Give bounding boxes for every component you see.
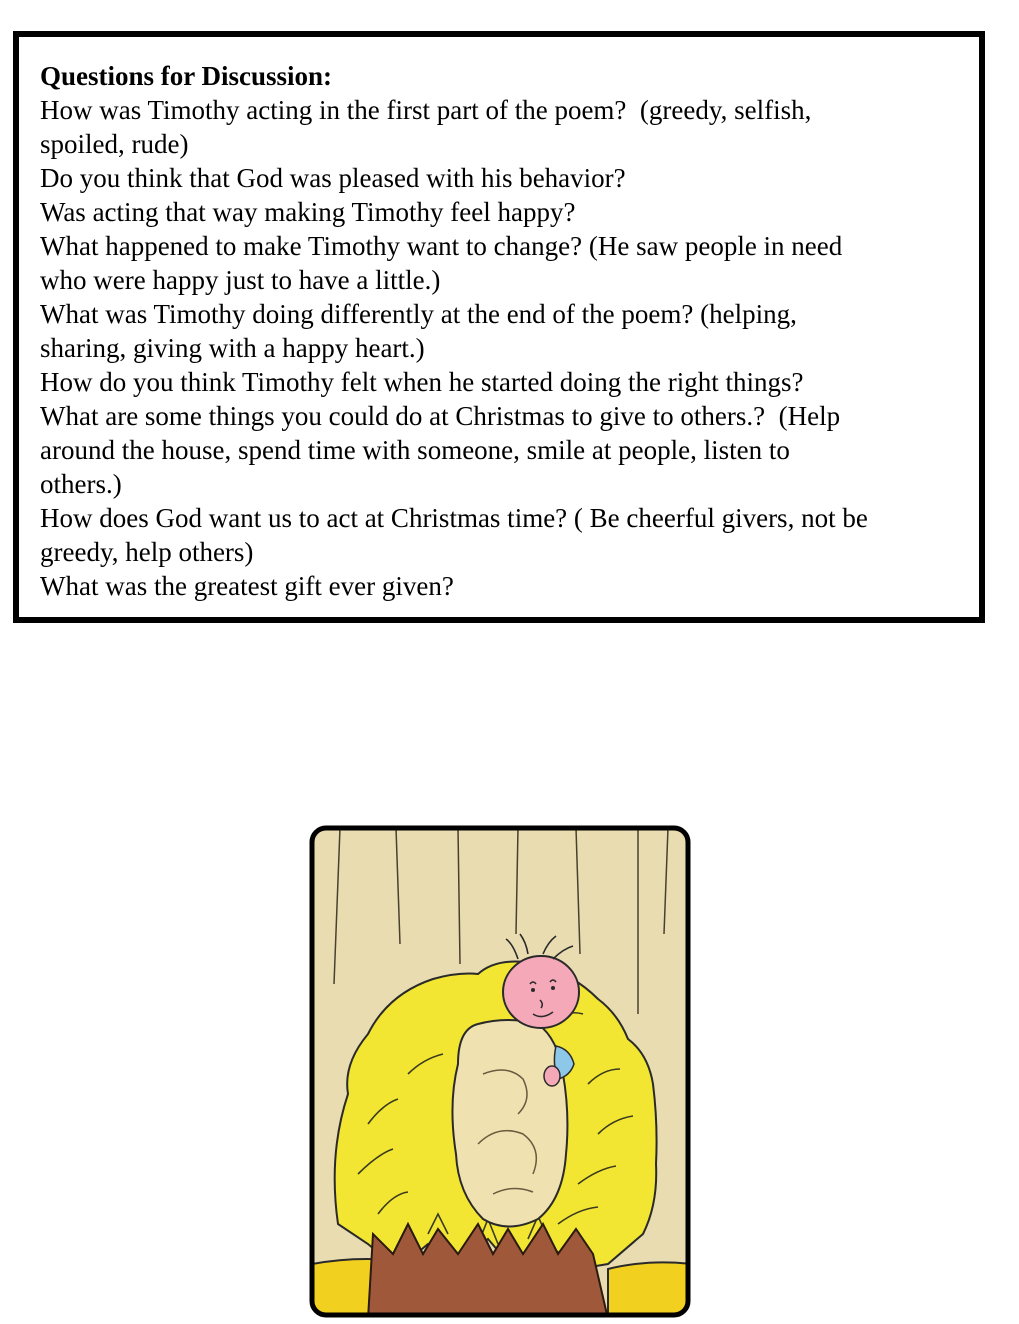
question-line: sharing, giving with a happy heart.) — [40, 333, 425, 363]
question-line: spoiled, rude) — [40, 129, 189, 159]
question-line: around the house, spend time with someone, smile at people, listen to — [40, 435, 790, 465]
question-line: others.) — [40, 469, 122, 499]
question-line: What happened to make Timothy want to change? (He saw people in need — [40, 231, 843, 261]
question-line: How does God want us to act at Christmas time? ( Be cheerful givers, not be — [40, 503, 868, 533]
swaddle-blanket — [452, 1020, 567, 1227]
discussion-content — [40, 59, 965, 603]
question-line: How do you think Timothy felt when he started doing the right things? — [40, 367, 804, 397]
question-line: Do you think that God was pleased with his behavior? — [40, 163, 626, 193]
discussion-title: Questions for Discussion: — [40, 61, 333, 91]
question-line: who were happy just to have a little.) — [40, 265, 441, 295]
question-line: What was Timothy doing differently at the end of the poem? (helping, — [40, 299, 797, 329]
baby-in-manger-icon — [308, 824, 692, 1319]
discussion-box — [13, 31, 985, 623]
question-line: greedy, help others) — [40, 537, 254, 567]
question-line: What was the greatest gift ever given? — [40, 571, 454, 601]
question-line: How was Timothy acting in the first part of the poem? (greedy, selfish, — [40, 95, 812, 125]
question-line: What are some things you could do at Christmas to give to others.? (Help — [40, 401, 841, 431]
question-line: Was acting that way making Timothy feel happy? — [40, 197, 576, 227]
